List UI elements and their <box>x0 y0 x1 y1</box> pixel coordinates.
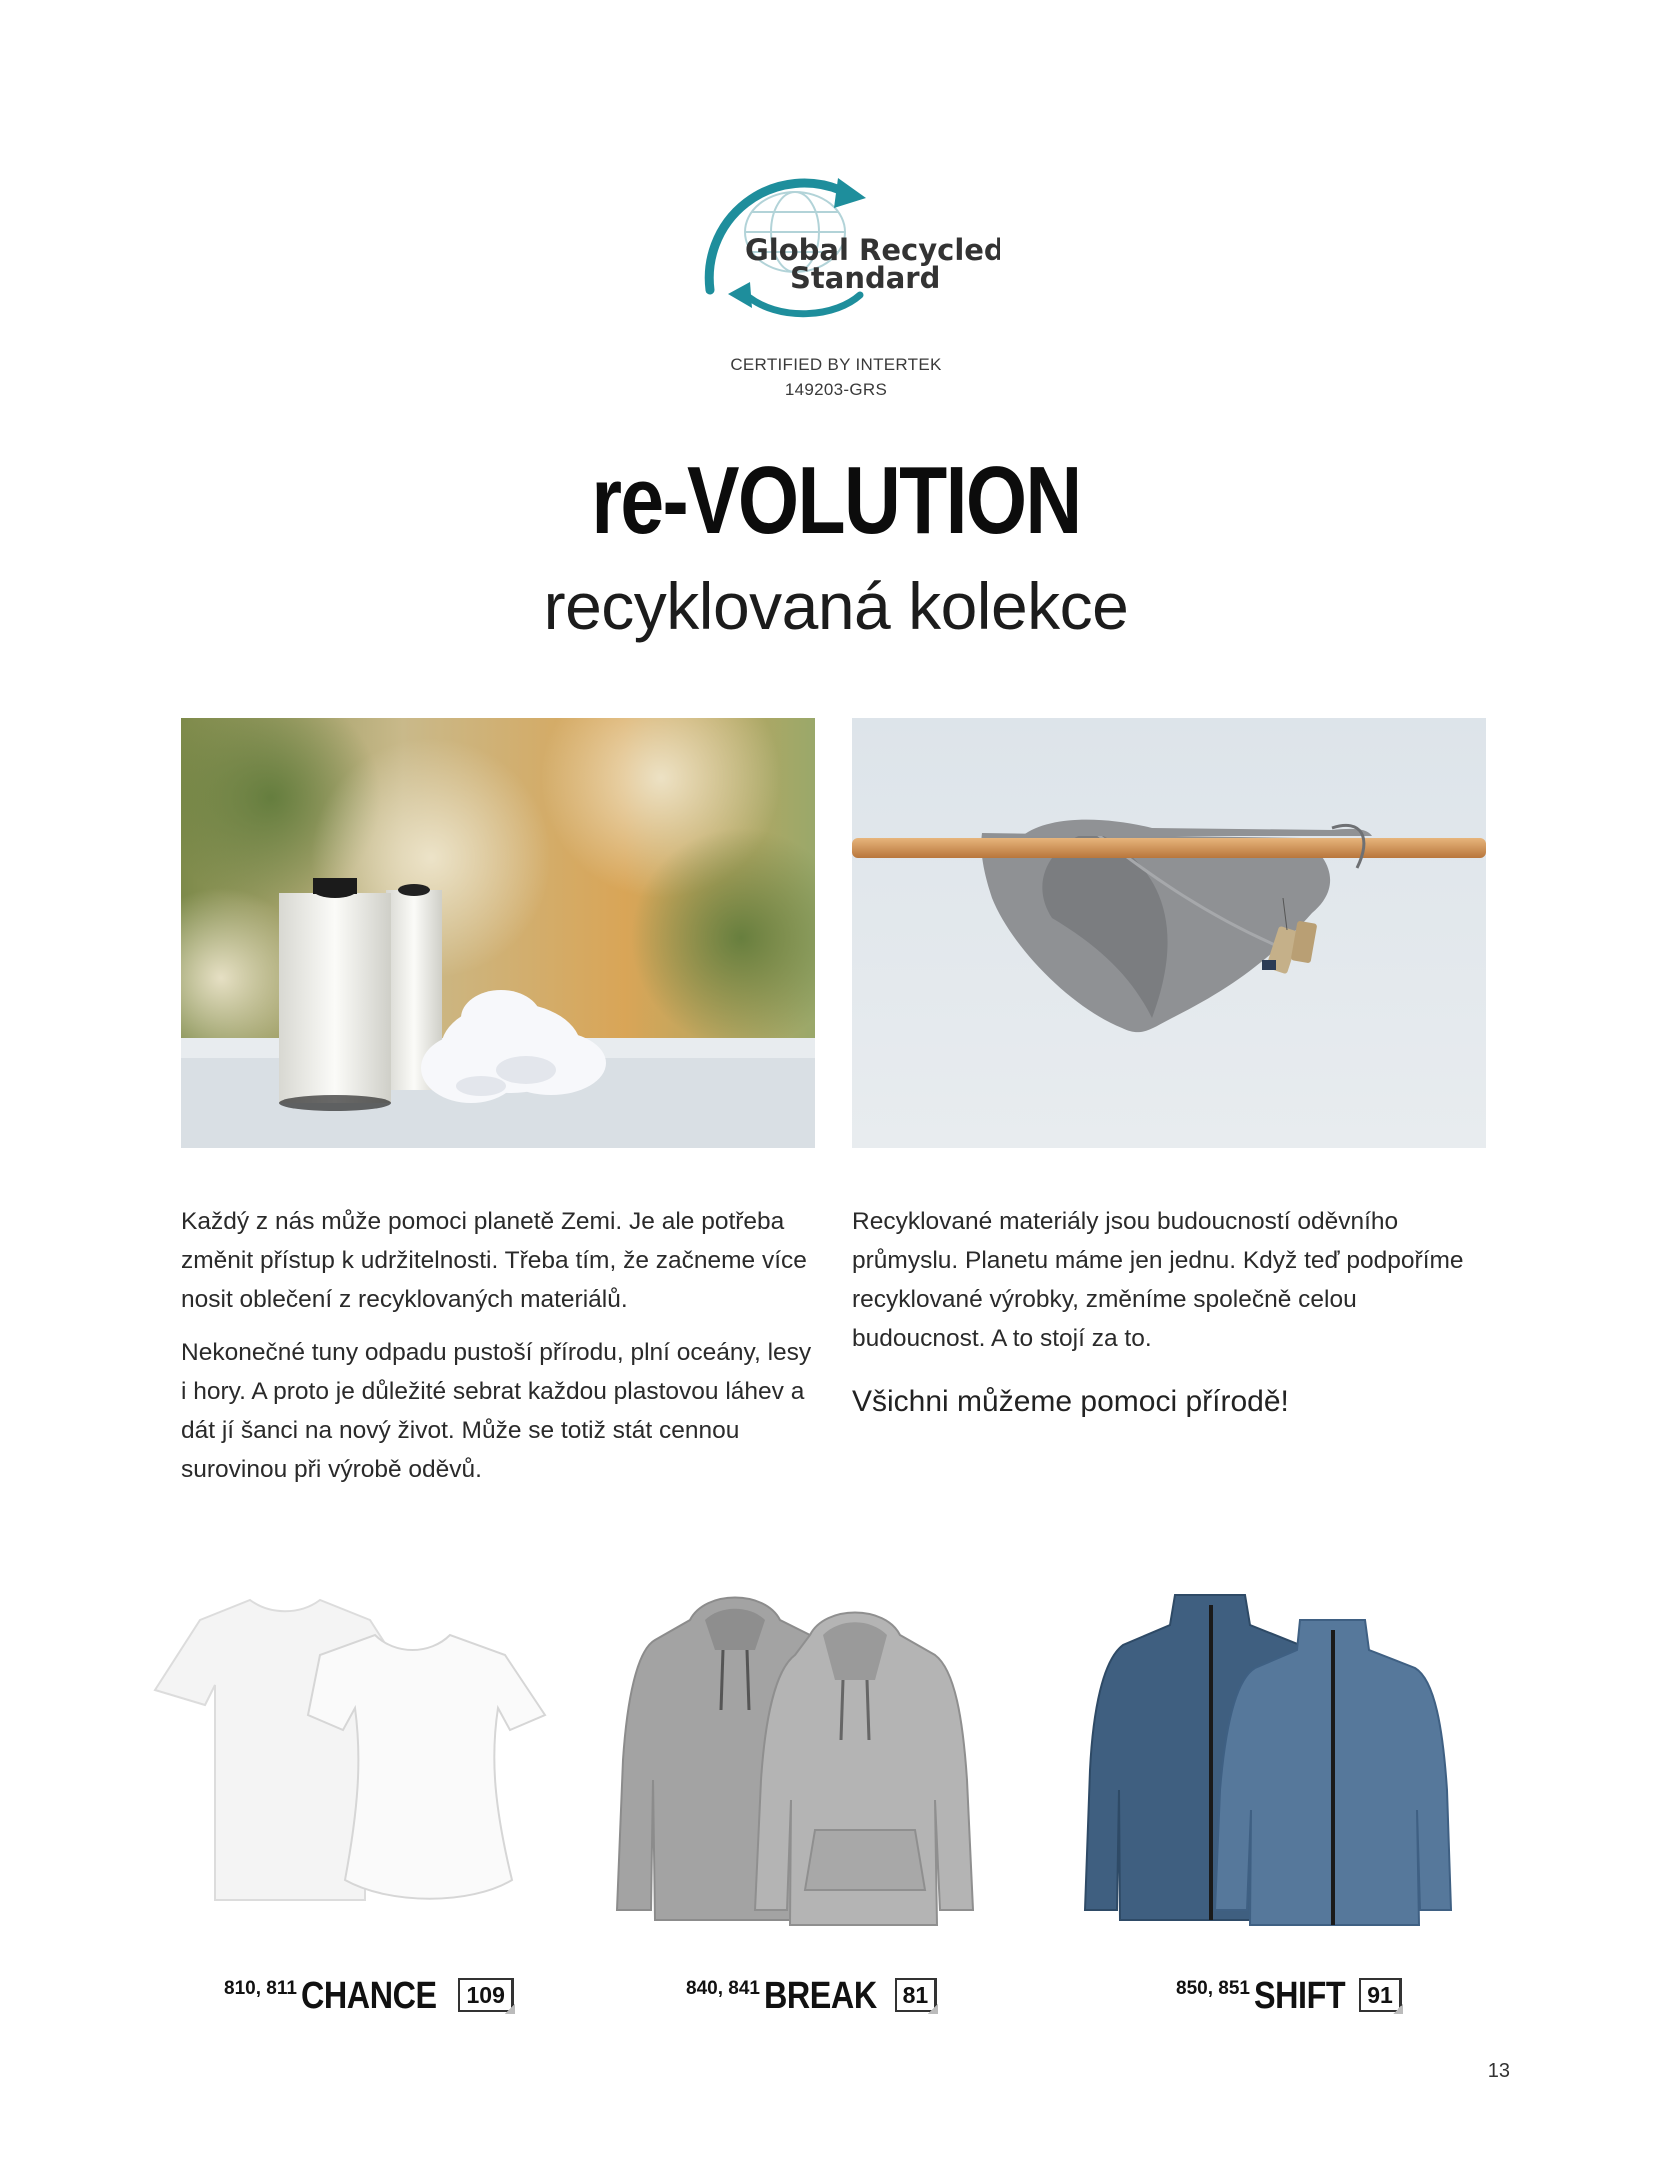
product-image-break <box>595 1580 1015 1940</box>
page-number: 13 <box>1487 2060 1510 2082</box>
product-page-badge: 91 <box>1359 1978 1402 2012</box>
product-image-chance <box>140 1580 560 1940</box>
slogan: Všichni můžeme pomoci přírodě! <box>852 1385 1289 1418</box>
cert-line1: CERTIFIED BY INTERTEK <box>730 355 942 374</box>
product-name: BREAK <box>763 1975 877 2017</box>
product-codes: 810, 811 <box>224 1978 297 1999</box>
paragraph: Každý z nás může pomoci planetě Zemi. Je ale potřeba změnit přístup k udržitelnosti. Třeba tím, že začneme více nosit oblečení z recyklovaných materiálů. <box>181 1208 807 1313</box>
certification <box>636 352 1036 402</box>
product-page-badge: 109 <box>458 1978 513 2012</box>
photo-thread-spools <box>181 718 815 1148</box>
product-name: CHANCE <box>300 1975 437 2017</box>
product-codes: 850, 851 <box>1176 1978 1250 1999</box>
paragraph: Recyklované materiály jsou budoucností oděvního průmyslu. Planetu máme jen jednu. Když teď podpoříme recyklované výrobky, změníme společně celou budoucnost. A to stojí za to. <box>852 1208 1464 1352</box>
product-label-shift <box>1176 1968 1402 2018</box>
text-column-left <box>181 1202 821 1503</box>
product-label-chance <box>224 1968 514 2018</box>
paragraph: Nekonečné tuny odpadu pustoší přírodu, plní oceány, lesy i hory. A proto je důležité sebrat každou plastovou láhev a dát jí šanci na nový život. Může se totiž stát cennou surovinou při výrobě oděvů. <box>181 1339 812 1483</box>
logo-text-line2: Standard <box>790 261 941 295</box>
globe-recycle-icon <box>680 170 1000 320</box>
product-name: SHIFT <box>1253 1975 1346 2017</box>
product-label-break <box>686 1968 937 2018</box>
cert-line2: 149203-GRS <box>784 380 888 399</box>
text-column-right <box>852 1202 1492 1436</box>
photo-hanging-garment <box>852 718 1486 1148</box>
logo-text-line1: Global Recycled <box>745 233 1000 267</box>
product-page-badge: 81 <box>895 1978 938 2012</box>
page-subtitle: recyklovaná kolekce <box>543 569 1129 643</box>
grs-logo <box>680 170 1000 320</box>
page-title: re-VOLUTION <box>591 447 1081 554</box>
product-codes: 840, 841 <box>686 1978 760 1999</box>
product-image-shift <box>1075 1580 1495 1940</box>
